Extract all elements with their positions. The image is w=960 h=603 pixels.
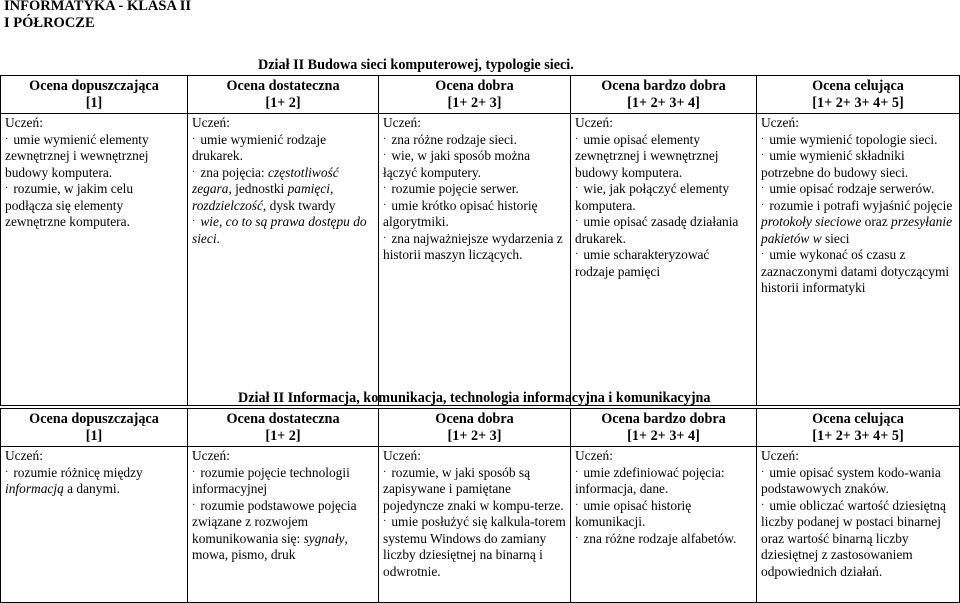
requirement-text: oraz [861,214,892,229]
requirement-text: zna różne rodzaje alfabetów. [583,530,737,546]
grade-name: Ocena dostateczna [226,78,340,94]
requirements-cell [188,447,379,603]
bullet-icon: · [575,499,579,511]
section2-body-row [1,447,960,603]
requirement-text: wie, co to są prawa dostępu do sieci [192,214,367,246]
bullet-icon: · [761,183,765,194]
student-label: Uczeń: [5,448,43,463]
grade-level: [1+ 2] [265,428,301,444]
requirement-item [5,465,183,498]
bullet-icon: · [5,133,9,145]
document-title: INFORMATYKA - KLASA II [4,0,192,14]
grade-header [1,76,188,114]
requirement-text: umie opisać elementy zewnętrznej i wewnętrznej budowy komputera. [575,131,719,180]
bullet-icon: · [383,516,387,527]
grade-header [1,409,188,447]
requirement-text: rozumie, w jakim celu podłącza się elementy zewnętrzne komputera. [5,181,134,229]
bullet-icon: · [575,133,579,145]
bullet-icon: · [761,499,765,511]
requirement-text: pamięci [287,181,330,196]
bullet-icon: · [575,249,579,260]
requirement-text: umie obliczać wartość dziesiętną liczby podanej w postaci binarnej oraz wartość binarną liczby dziesiętnej z zastosowaniem odpowiednich działań. [761,497,946,579]
requirement-text: umie opisać historię komunikacji. [575,497,692,529]
grade-header [188,409,379,447]
section1-body-row [1,114,960,406]
bullet-icon: · [192,166,196,178]
grade-name: Ocena celująca [812,411,904,427]
grade-name: Ocena bardzo dobra [601,411,726,427]
requirement-text: umie wymienić topologie sieci. [769,131,938,147]
bullet-icon: · [192,499,196,511]
student-label: Uczeń: [5,115,43,130]
requirements-cell [1,447,188,603]
requirement-item [761,148,955,181]
student-label: Uczeń: [192,115,230,130]
bullet-icon: · [761,133,765,145]
requirement-text: sygnały [303,530,345,546]
requirement-item [383,514,566,580]
bullet-icon: · [383,232,387,244]
bullet-icon: · [5,183,9,194]
requirement-text: a danymi. [63,481,120,496]
student-label: Uczeń: [383,448,421,463]
section2-table [0,408,960,603]
requirement-text: umie wymienić składniki potrzebne do budowy sieci. [761,148,909,180]
requirement-item [192,132,374,165]
requirement-text: umie opisać zasadę działania drukarek. [575,214,739,246]
requirement-item [5,181,183,231]
requirement-text: wie, w jaki sposób można łączyć komputery. [383,148,531,180]
requirement-text: umie posłużyć się kalkula-torem systemu Windows do zamiany liczby dziesiętnej na binarną i odwrotnie. [383,514,566,579]
requirement-item [575,214,752,247]
requirement-text: sieci [821,230,850,246]
requirement-text: informacją [5,481,64,496]
requirement-item [761,247,955,297]
grade-header [757,409,960,447]
requirement-text: umie scharakteryzować rodzaje pamięci [575,247,710,279]
bullet-icon: · [575,183,579,194]
requirement-item [761,181,955,198]
requirement-item [192,498,374,564]
requirements-cell [571,447,757,603]
requirement-item [575,181,752,214]
requirement-item [192,165,374,215]
requirement-text: , [329,181,334,196]
requirement-item [575,498,752,531]
grade-level: [1+ 2+ 3] [447,428,502,444]
bullet-icon: · [761,150,765,161]
requirement-text: , jednostki [228,181,288,196]
requirements-cell [379,114,571,406]
requirement-text: umie opisać rodzaje serwerów. [769,181,935,196]
requirements-cell [379,447,571,603]
requirement-text: zna pojęcia: [200,164,269,180]
requirement-text: umie wykonać oś czasu z zaznaczonymi datami dotyczącymi historii informatyki [761,247,950,295]
requirement-text: wie, jak połączyć elementy komputera. [575,181,730,213]
requirement-text: rozumie pojęcie serwer. [391,181,519,196]
requirement-text: , dysk twardy [262,197,336,213]
student-label: Uczeń: [575,448,613,463]
requirement-text: rozumie podstawowe pojęcia związane z rozwojem komunikowania się: [192,497,357,546]
requirement-text: rozumie i potrafi wyjaśnić pojęcie [769,197,953,213]
requirements-cell [757,447,960,603]
requirement-text: przesyłanie pakietów w [761,214,953,246]
requirement-item [383,148,566,181]
requirement-item [5,132,183,182]
requirement-text: , mowa, pismo, druk [192,530,348,562]
requirements-cell [1,114,188,406]
bullet-icon: · [192,133,196,145]
requirement-text: umie krótko opisać historię algorytmiki. [383,197,538,229]
requirement-item [761,498,955,581]
requirement-item [575,531,752,548]
requirement-item [761,132,955,149]
requirement-text: umie opisać system kodo-wania podstawowych znaków. [761,464,941,496]
requirement-text: umie wymienić rodzaje drukarek. [192,131,327,163]
requirement-item [383,132,566,149]
requirement-text: rozumie różnicę między [13,464,143,480]
grade-level: [1+ 2+ 3] [447,95,502,111]
requirements-cell [571,114,757,406]
student-label: Uczeń: [575,115,613,130]
requirement-text: rozumie, w jaki sposób są zapisywane i pamiętane pojedyncze znaki w kompu-terze. [383,464,564,513]
grade-header [571,76,757,114]
bullet-icon: · [575,466,579,478]
grade-level: [1] [85,428,103,444]
requirement-item [383,198,566,231]
requirements-cell [757,114,960,406]
grade-header [379,409,571,447]
requirement-text: częstotliwość zegara [192,164,339,196]
bullet-icon: · [761,466,765,478]
requirement-text: zna różne rodzaje sieci. [391,131,517,147]
grade-name: Ocena dobra [435,411,514,427]
grade-name: Ocena dopuszczająca [29,78,159,94]
bullet-icon: · [383,466,387,478]
requirement-item [383,465,566,515]
bullet-icon: · [192,216,196,227]
requirement-text: rozumie pojęcie technologii informacyjnej [192,464,350,496]
grade-name: Ocena bardzo dobra [601,78,726,94]
grade-level: [1+ 2+ 3+ 4+ 5] [812,428,904,444]
requirement-item [575,132,752,182]
bullet-icon: · [575,216,579,227]
grade-level: [1] [85,95,103,111]
grade-header [379,76,571,114]
grade-name: Ocena dopuszczająca [29,411,159,427]
section1-table [0,75,960,406]
requirement-item [383,231,566,264]
grade-level: [1+ 2+ 3+ 4] [627,95,700,111]
requirement-text: . [216,230,220,246]
requirement-text: zna najważniejsze wydarzenia z historii maszyn liczących. [383,230,563,262]
requirement-text: protokoły sieciowe [761,214,862,229]
section2-header-row [1,409,960,447]
grade-name: Ocena celująca [812,78,904,94]
requirement-text: umie wymienić elementy zewnętrznej i wewnętrznej budowy komputera. [5,131,149,180]
student-label: Uczeń: [383,115,421,130]
bullet-icon: · [383,150,387,161]
bullet-icon: · [383,133,387,145]
requirement-text: rozdzielczość [192,197,263,213]
requirement-item [383,181,566,198]
bullet-icon: · [383,183,387,194]
student-label: Uczeń: [761,115,799,130]
requirement-item [575,247,752,280]
grade-header [571,409,757,447]
grade-level: [1+ 2+ 3+ 4] [627,428,700,444]
grade-header [757,76,960,114]
grade-header [188,76,379,114]
requirement-item [192,214,374,247]
requirement-item [761,198,955,248]
bullet-icon: · [383,199,387,211]
grade-name: Ocena dobra [435,78,514,94]
bullet-icon: · [575,532,579,544]
requirement-text: umie zdefiniować pojęcia: informacja, dane. [575,464,725,496]
section1-title: Dział II Budowa sieci komputerowej, typologie sieci. [258,57,574,73]
bullet-icon: · [192,466,196,478]
grade-level: [1+ 2] [265,95,301,111]
grade-name: Ocena dostateczna [226,411,340,427]
requirement-item [761,465,955,498]
requirement-item [192,465,374,498]
grade-level: [1+ 2+ 3+ 4+ 5] [812,95,904,111]
section1-header-row [1,76,960,114]
semester-label: I PÓŁROCZE [4,15,95,31]
requirements-cell [188,114,379,406]
requirement-item [575,465,752,498]
bullet-icon: · [761,199,765,211]
bullet-icon: · [761,249,765,260]
section2-title: Dział II Informacja, komunikacja, technologia informacyjna i komunikacyjna [238,390,711,406]
bullet-icon: · [5,466,9,478]
student-label: Uczeń: [192,448,230,463]
student-label: Uczeń: [761,448,799,463]
